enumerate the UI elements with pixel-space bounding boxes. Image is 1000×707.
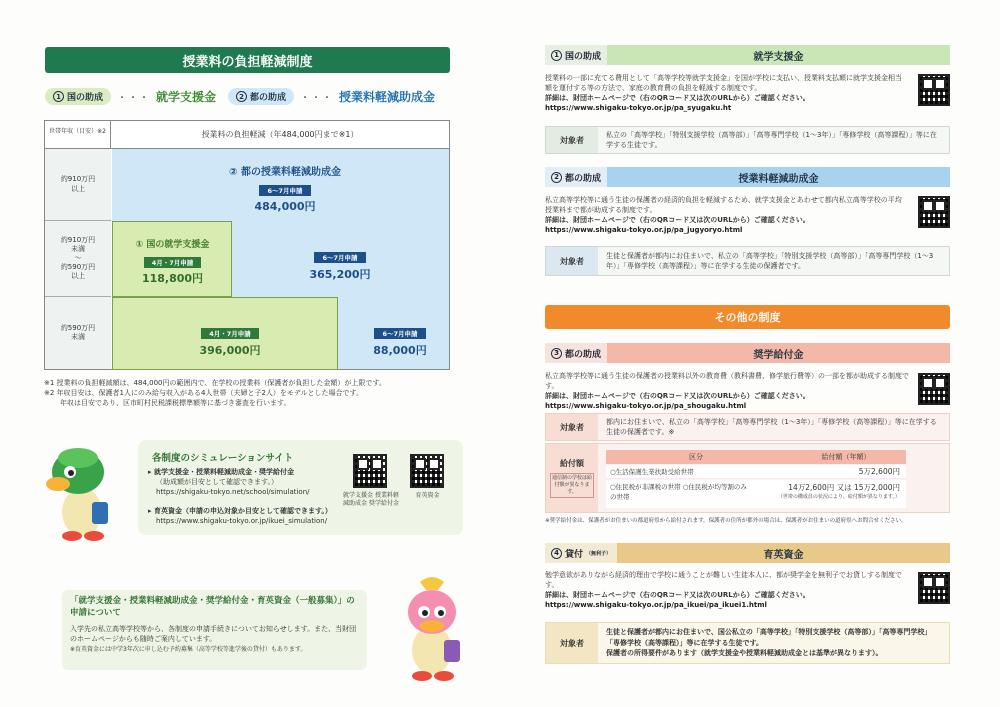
pay-sub: 通信制の学校は給付額が異なります。 (550, 473, 594, 498)
section-4-header (545, 543, 950, 563)
pay-row-value: 5万2,600円 (858, 467, 900, 476)
section-4-tag (545, 543, 617, 563)
national-low-badge: 4月・7月申請 (201, 328, 259, 339)
program-legend (45, 88, 435, 105)
sim-link-1[interactable]: https://shigaku-tokyo.net/school/simulation/ (156, 488, 310, 497)
simulation-box (138, 440, 463, 535)
target-text: 私立の「高等学校」「特別支援学校（高等部）」「高等専門学校（1〜3年）」「専修学校（高等課程）」等に在学する生徒です。 (606, 130, 937, 149)
national-badge: 4月・7月申請 (144, 257, 202, 268)
qr-code-icon[interactable] (410, 454, 444, 488)
qr-label-2: 育英資金 (415, 492, 440, 499)
section-1-target (545, 126, 950, 154)
section-1-header (545, 45, 950, 65)
pay-row-note: （世帯の構成員の状況により、給付額が異なります。） (777, 494, 900, 500)
section-body-text: 私立高等学校等に通う生徒の保護者の授業料以外の教育費（教科書費、修学旅行費等）の一部を都が助成する制度です。 (545, 372, 909, 391)
row-label-line: 〜 (74, 253, 82, 262)
mascot-green-icon (40, 432, 120, 542)
section-2-target (545, 246, 950, 276)
section-tag-sub: （無利子） (586, 550, 612, 557)
pill-number: 1 (53, 91, 64, 102)
section-2-tag (545, 167, 607, 187)
target-text-2: 保護者の所得要件があります（就学支援金や授業料軽減助成金とは基準が異なります）。 (606, 649, 883, 658)
national-mid-block (115, 237, 230, 286)
sim-item-sub: （助成額が目安として確認できます。） (156, 478, 278, 487)
row-label-line: 約590万円 (60, 263, 96, 272)
tokyo-low-amount: 88,000円 (373, 344, 427, 357)
tokyo-top-block (195, 163, 375, 214)
tokyo-mid-block (280, 245, 400, 282)
section-number: 1 (551, 50, 562, 61)
pay-label: 給付額 (560, 459, 584, 468)
national-low-amount: 396,000円 (199, 344, 261, 357)
section-2-title: 授業料軽減助成金 (607, 167, 950, 187)
national-program-name: 就学支援金 (156, 90, 217, 104)
qr-code-icon[interactable] (918, 572, 950, 604)
income-header: 世帯年収（目安）※2 (45, 121, 111, 149)
section-2-link[interactable]: https://www.shigaku-tokyo.or.jp/pa_jugyoryo.html (545, 226, 743, 235)
other-systems-header: その他の制度 (545, 305, 950, 329)
section-2-body (545, 195, 905, 236)
note-2: ※2 年収目安は、保護者1人にのみ給与収入がある4人世帯（夫婦と子2人）をモデルとした場合です。 (44, 389, 363, 398)
section-1-link[interactable]: https://www.shigaku-tokyo.or.jp/pa_syugaku.ht (545, 104, 732, 113)
col-header: 区分 (689, 453, 703, 461)
section-4-link[interactable]: https://www.shigaku-tokyo.or.jp/pa_ikuei/pa_ikuei1.html (545, 601, 767, 610)
section-body-text: 私立高等学校等に通う生徒の保護者の経済的負担を軽減するため、就学支援金とあわせて都内私立高等学校の平均授業料まで都が助成する制度です。 (545, 196, 902, 215)
mascot-pink-icon (392, 572, 472, 682)
section-3-header (545, 343, 950, 363)
tokyo-amount: 484,000円 (254, 200, 316, 213)
national-amount: 118,800円 (141, 272, 204, 285)
section-3-body (545, 371, 910, 412)
tokyo-pill (228, 88, 294, 105)
tokyo-low-badge: 6〜7月申請 (374, 328, 425, 339)
section-4-title: 育英資金 (617, 543, 950, 563)
income-row-mid (45, 221, 111, 297)
national-low-block (170, 321, 290, 358)
tokyo-title: ② 都の授業料軽減助成金 (229, 167, 341, 178)
row-label-line: 未満 (71, 244, 85, 253)
section-1-tag (545, 45, 607, 65)
qr-label-1: 就学支援金 授業料軽減助成金 奨学給付金 (343, 492, 399, 508)
application-note: ※育英資金には中学3年次に申し込む予約募集（高等学校等進学後の貸付）もあります。 (70, 646, 307, 654)
pill-label: 都の助成 (250, 93, 287, 103)
application-box (62, 590, 367, 670)
national-pill (45, 88, 111, 105)
section-body-text: 授業料の一部に充てる費用として「高等学校等就学支援金」を国が学校に支払い、授業料支払額に就学支援金相当額を運付する等の方法で、家庭の教育費の負担を軽減する制度です。 (545, 74, 902, 93)
target-text: 生徒と保護者が都内にお住まいで、国公私立の「高等学校」「特別支援学校（高等部）」「高等専門学校」「専修学校（高等課程）」等に在学する生徒です。 (606, 628, 932, 647)
page-title: 授業料の負担軽減制度 (45, 47, 450, 73)
section-number: 2 (551, 172, 562, 183)
sim-item-label: 育英資金（申請の申込対象か目安として確認できます。） (153, 507, 332, 515)
simulation-item-1: ▸ 就学支援金・授業料軽減助成金・奨学給付金 （助成額が目安として確認できます。） https://shigaku-tokyo.net/school/simulation/ (148, 467, 348, 497)
pay-row-value-cell (756, 480, 906, 508)
row-label-line: 以上 (71, 184, 85, 193)
tokyo-program-name: 授業料軽減助成金 (339, 90, 436, 104)
application-body: 入学先の私立高等学校等から、各制度の申請手続きについてお知らせします。また、当財団のホームページからも随時ご案内しています。 (70, 624, 357, 643)
row-label-line: 未満 (71, 333, 85, 341)
section-detail-text: 詳細は、財団ホームページで（右のQRコード又は次のURLから）ご確認ください。 (545, 591, 810, 600)
section-body-text: 勉学意欲がありながら経済的理由で学校に通うことが難しい生徒本人に、都が奨学金を無利子でお貸しする制度です。 (545, 571, 902, 590)
income-row-low (45, 297, 111, 369)
section-number: 4 (551, 548, 562, 559)
table-notes (44, 378, 454, 408)
tokyo-low-block (355, 321, 445, 358)
benefit-table (44, 120, 450, 370)
section-3-title: 奨学給付金 (607, 343, 950, 363)
qr-code-icon[interactable] (918, 373, 950, 405)
pay-table-header (606, 450, 906, 464)
pay-row-key: ○住民税が非課税の世帯 ○住民税が均等割のみの世帯 (610, 483, 747, 501)
qr-code-icon[interactable] (918, 196, 950, 228)
section-3-footnote: ※奨学給付金は、保護者がお住まいの都道府県から給付されます。保護者の住所が都外の場合は、保護者がお住まいの道府県へお問合せください。 (545, 518, 907, 524)
simulation-item-2: ▸ 育英資金（申請の申込対象か目安として確認できます。） https://www.shigaku-tokyo.or.jp/ikuei_simulation/ (148, 506, 348, 526)
dots: ・・・ (117, 93, 151, 104)
section-3-target (545, 413, 950, 441)
income-row-high (45, 149, 111, 221)
target-label: 対象者 (546, 414, 598, 440)
pill-number: 2 (236, 91, 247, 102)
section-2-header (545, 167, 950, 187)
simulation-title: 各制度のシミュレーションサイト (152, 453, 294, 464)
tokyo-mid-amount: 365,200円 (309, 268, 371, 281)
section-4-target (545, 622, 950, 664)
target-text: 都内にお住まいで、私立の「高等学校」「高等専門学校（1〜3年）」「専修学校（高等課程）」等に在学する生徒の保護者です。※ (606, 417, 937, 436)
pill-label: 国の助成 (67, 93, 104, 103)
section-tag-label: 都の助成 (565, 173, 602, 184)
section-tag-label: 都の助成 (565, 349, 602, 360)
section-detail-text: 詳細は、財団ホームページで（右のQRコード又は次のURLから）ご確認ください。 (545, 392, 810, 401)
section-detail-text: 詳細は、財団ホームページで（右のQRコード又は次のURLから）ご確認ください。 (545, 216, 810, 225)
section-1-title: 就学支援金 (607, 45, 950, 65)
sim-item-label: 就学支援金・授業料軽減助成金・奨学給付金 (153, 468, 294, 476)
target-label: 対象者 (546, 127, 598, 153)
dots: ・・・ (300, 93, 334, 104)
section-tag-label: 貸付 (565, 549, 584, 560)
target-label: 対象者 (546, 247, 598, 275)
target-text: 生徒と保護者が都内にお住まいで、私立の「高等学校」「特別支援学校（高等部）」「高等専門学校（1〜3年）」「専修学校（高等課程）」等に在学する生徒の保護者です。 (606, 251, 934, 270)
row-label-line: 約910万円 (60, 235, 96, 244)
note-1: ※1 授業料の負担軽減額は、484,000円の範囲内で、在学校の授業料（保護者が負担した金額）が上限です。 (44, 379, 386, 387)
target-text-group (598, 623, 949, 663)
tokyo-badge: 6〜7月申請 (259, 185, 310, 196)
row-label-line: 約910万円 (60, 175, 96, 184)
pay-row-key: ○生活保護生業扶助受給世帯 (610, 468, 694, 476)
pay-row-value: 14万2,600円 又は 15万2,000円 (788, 483, 900, 492)
sim-link-2[interactable]: https://www.shigaku-tokyo.or.jp/ikuei_simulation/ (156, 517, 328, 526)
qr-code-icon[interactable] (353, 454, 387, 488)
tokyo-mid-badge: 6〜7月申請 (314, 252, 365, 263)
national-title: ① 国の就学支援金 (135, 240, 210, 250)
section-3-link[interactable]: https://www.shigaku-tokyo.or.jp/pa_shougaku.html (545, 402, 747, 411)
section-3-payment (545, 443, 950, 513)
row-label-line: 約590万円 (60, 323, 96, 332)
section-tag-label: 国の助成 (565, 51, 602, 62)
pay-row-1 (606, 465, 906, 479)
note-3: 年収は目安であり、区市町村民税課税標準額等に基づき審査を行います。 (60, 399, 291, 408)
pay-row-2 (606, 480, 906, 508)
qr-code-icon[interactable] (918, 74, 950, 106)
table-title: 授業料の負担軽減（年484,000円まで※1） (111, 121, 449, 149)
row-label-line: 以上 (71, 272, 85, 281)
application-title: 「就学支援金・授業料軽減助成金・奨学給付金・育英資金（一般募集）」の申請について (70, 596, 355, 618)
section-1-body (545, 73, 905, 114)
target-label: 対象者 (546, 623, 598, 663)
section-number: 3 (551, 348, 562, 359)
pay-label-cell (546, 444, 598, 512)
section-3-tag (545, 343, 607, 363)
col-header: 給付額（年額） (821, 453, 871, 461)
section-detail-text: 詳細は、財団ホームページで（右のQRコード又は次のURLから）ご確認ください。 (545, 94, 810, 103)
section-4-body (545, 570, 905, 611)
